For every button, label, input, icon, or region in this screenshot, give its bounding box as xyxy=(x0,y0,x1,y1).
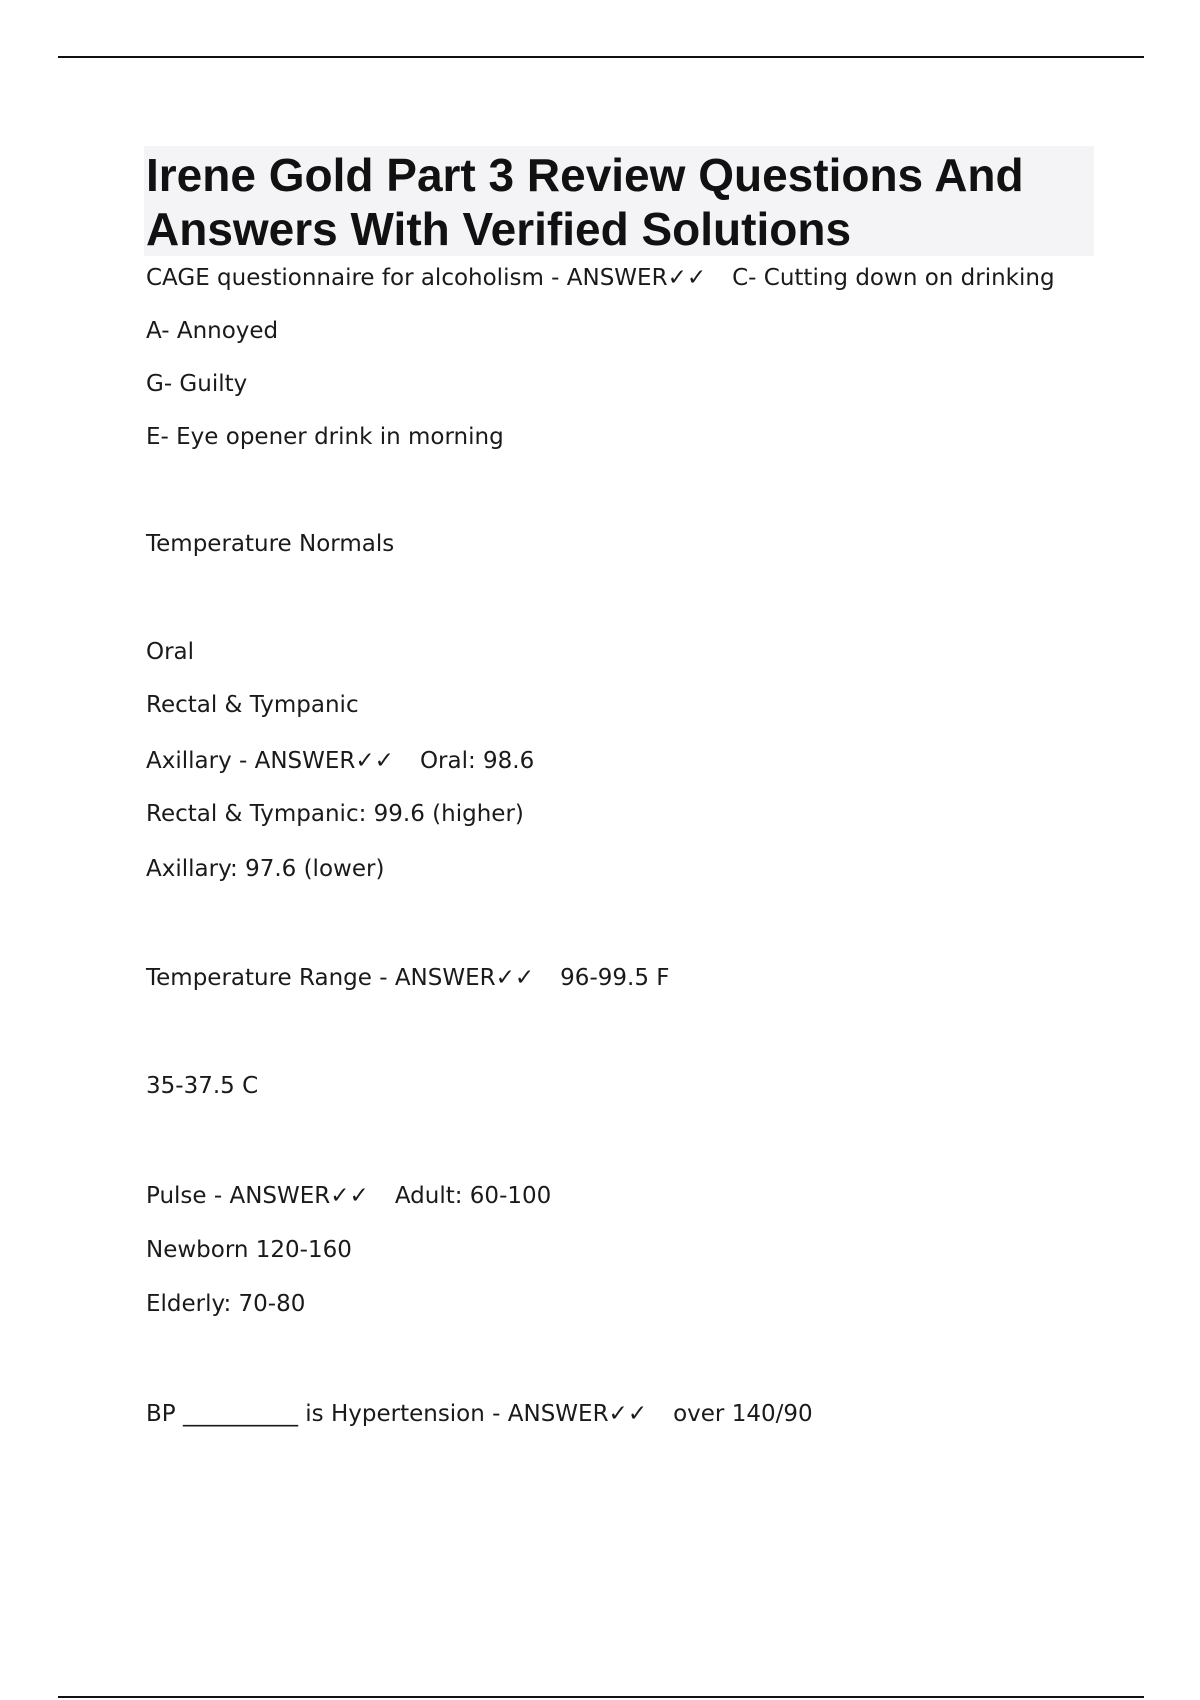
qa-line-pulse xyxy=(146,1181,551,1211)
footer-rule xyxy=(58,1696,1144,1698)
text-line: G- Guilty xyxy=(146,371,248,397)
question-text: CAGE questionnaire for alcoholism - ANSWER✓✓ xyxy=(146,265,707,291)
text-line: Axillary: 97.6 (lower) xyxy=(146,856,385,882)
qa-line-bp xyxy=(146,1399,813,1429)
text-line: Rectal & Tympanic xyxy=(146,692,359,718)
answer-text: over 140/90 xyxy=(673,1401,813,1427)
qa-line-cage xyxy=(146,263,1055,293)
answer-text: 96-99.5 F xyxy=(560,965,670,991)
text-line: Temperature Normals xyxy=(146,531,395,557)
text-line: Elderly: 70-80 xyxy=(146,1291,306,1317)
text-line: 35-37.5 C xyxy=(146,1073,259,1099)
text-line: Oral xyxy=(146,639,195,665)
question-text: Pulse - ANSWER✓✓ xyxy=(146,1183,369,1209)
text-line: Newborn 120-160 xyxy=(146,1237,352,1263)
text-line: A- Annoyed xyxy=(146,318,279,344)
question-text: Temperature Range - ANSWER✓✓ xyxy=(146,965,535,991)
header-rule xyxy=(58,56,1144,58)
document-title: Irene Gold Part 3 Review Questions And Answers With Verified Solutions xyxy=(146,149,1024,255)
question-text: Axillary - ANSWER✓✓ xyxy=(146,748,394,774)
answer-text: C- Cutting down on drinking xyxy=(732,265,1055,291)
text-line: Rectal & Tympanic: 99.6 (higher) xyxy=(146,801,524,827)
answer-text: Adult: 60-100 xyxy=(394,1183,552,1209)
answer-text: Oral: 98.6 xyxy=(419,748,535,774)
qa-line-temperature-range xyxy=(146,963,670,993)
question-text: BP __________ is Hypertension - ANSWER✓✓ xyxy=(146,1401,648,1427)
qa-line-axillary xyxy=(146,746,534,776)
text-line: E- Eye opener drink in morning xyxy=(146,424,504,450)
